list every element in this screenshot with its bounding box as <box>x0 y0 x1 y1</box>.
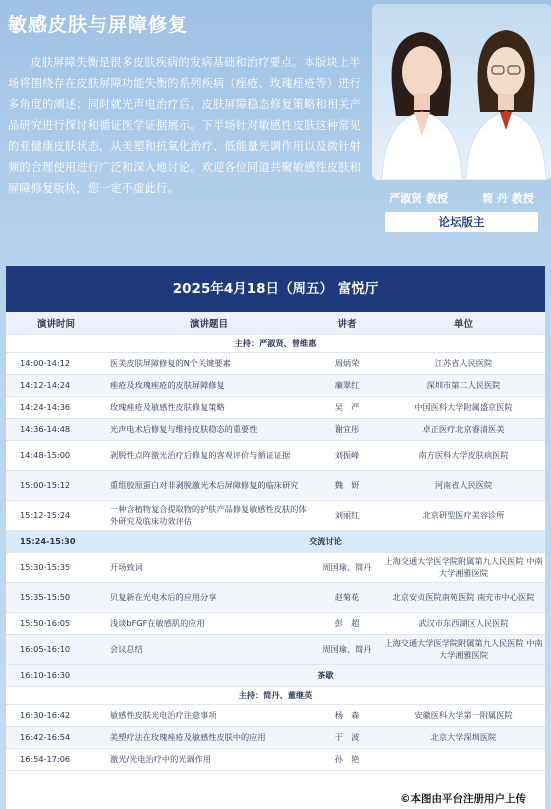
row-topic: 浅谈bFGF在敏感肌的应用 <box>106 612 312 634</box>
row-time: 14:48-15:00 <box>6 440 106 470</box>
agenda-table <box>6 312 545 771</box>
host-portrait-1 <box>378 16 466 180</box>
discussion-row <box>6 530 545 552</box>
row-topic: 痤疮及玫瑰痤疮的皮肤屏障修复 <box>106 374 312 396</box>
row-topic: 医美皮肤屏障修复的N个关键要素 <box>106 352 312 374</box>
table-row <box>6 396 545 418</box>
row-time: 16:30-16:42 <box>6 704 106 726</box>
row-speaker: 彭 超 <box>312 612 382 634</box>
row-speaker: 于 波 <box>312 726 382 748</box>
schedule-table <box>6 266 545 809</box>
row-speaker: 刘丽红 <box>312 500 382 530</box>
table-row <box>6 552 545 582</box>
row-speaker: 周炳荣 <box>312 352 382 374</box>
table-row <box>6 470 545 500</box>
col-header-unit: 单位 <box>382 312 545 334</box>
agenda-body <box>6 334 545 770</box>
row-unit: 北京研型医疗美容诊所 <box>382 500 545 530</box>
row-unit: 南方医科大学皮肤病医院 <box>382 440 545 470</box>
table-row <box>6 582 545 612</box>
row-time: 15:12-15:24 <box>6 500 106 530</box>
row-time: 16:54-17:06 <box>6 748 106 770</box>
row-topic: 剥脱性点阵激光治疗后修复的客观评价与循证证据 <box>106 440 312 470</box>
row-time: 14:24-14:36 <box>6 396 106 418</box>
row-time: 15:50-16:05 <box>6 612 106 634</box>
row-time: 16:05-16:10 <box>6 634 106 664</box>
break-row <box>6 664 545 686</box>
row-topic: 敏感性皮肤光电治疗注意事项 <box>106 704 312 726</box>
row-time: 15:00-15:12 <box>6 470 106 500</box>
col-header-topic: 演讲题目 <box>106 312 312 334</box>
intro-paragraph: 皮肤屏障失衡是很多皮肤疾病的发病基础和治疗要点。本版块上半场将围绕存在皮肤屏障功能失衡的系列疾病（痤疮、玫瑰痤疮等）进行多角度的阐述；同时就光声电治疗后，皮肤屏障稳态修复策略和相关产品研究进行探讨和循证医学证据展示。下半场针对敏感性皮肤这种常见的亚健康皮肤状态，从美塑和抗氧化治疗、低能量光调作用以及微针射频的合理使用进行广泛和深入地讨论。欢迎各位同道共聚敏感性皮肤和屏障修复版块，您一定不虚此行。 <box>8 56 362 195</box>
table-row <box>6 704 545 726</box>
row-speaker: 刘振峰 <box>312 440 382 470</box>
row-topic: 开场致词 <box>106 552 312 582</box>
row-label: 茶歇 <box>106 664 545 686</box>
date-venue-bar: 2025年4月18日（周五） 富悦厅 <box>6 266 545 312</box>
row-time: 14:36-14:48 <box>6 418 106 440</box>
row-topic: 光声电术后修复与维持皮肤稳态的重要性 <box>106 418 312 440</box>
table-row <box>6 500 545 530</box>
row-unit: 深圳市第二人民医院 <box>382 374 545 396</box>
row-speaker: 廉翠红 <box>312 374 382 396</box>
row-speaker: 魏 妍 <box>312 470 382 500</box>
col-header-time: 演讲时间 <box>6 312 106 334</box>
host-photo-panel <box>372 0 551 236</box>
chair-row <box>6 686 545 704</box>
row-unit: 北京安贞医院南苑医院 南充市中心医院 <box>382 582 545 612</box>
row-speaker: 谢宜彤 <box>312 418 382 440</box>
host-name-1: 严淑贤 教授 <box>389 192 448 205</box>
row-topic: 贝复新在光电术后的应用分享 <box>106 582 312 612</box>
row-speaker: 孙 艳 <box>312 748 382 770</box>
col-header-speaker: 讲者 <box>312 312 382 334</box>
row-unit: 武汉市东西湖区人民医院 <box>382 612 545 634</box>
row-unit <box>382 748 545 770</box>
row-label: 交流讨论 <box>106 530 545 552</box>
row-unit: 中国医科大学附属盛京医院 <box>382 396 545 418</box>
chair-row <box>6 334 545 352</box>
row-topic: 会议总结 <box>106 634 312 664</box>
row-topic: 重组胶原蛋白对非剥脱激光术后屏障修复的临床研究 <box>106 470 312 500</box>
chair-text: 主持：简丹、董继英 <box>6 686 545 704</box>
row-time: 14:12-14:24 <box>6 374 106 396</box>
table-row <box>6 418 545 440</box>
row-speaker: 吴 严 <box>312 396 382 418</box>
host-name-2: 简 丹 教授 <box>482 192 534 205</box>
table-row <box>6 634 545 664</box>
row-speaker: 周国瑜、简丹 <box>312 552 382 582</box>
watermark: ©本图由平台注册用户上传 <box>400 793 526 805</box>
table-row <box>6 748 545 770</box>
row-time: 15:30-15:35 <box>6 552 106 582</box>
row-speaker: 周国瑜、简丹 <box>312 634 382 664</box>
host-portrait-2 <box>462 16 550 180</box>
row-unit: 北京大学深圳医院 <box>382 726 545 748</box>
chair-text: 主持：严淑贤、曾维惠 <box>6 334 545 352</box>
row-topic: 美塑疗法在玫瑰痤疮及敏感性皮肤中的应用 <box>106 726 312 748</box>
table-row <box>6 612 545 634</box>
row-unit: 江苏省人民医院 <box>382 352 545 374</box>
table-row <box>6 352 545 374</box>
row-unit: 上海交通大学医学院附属第九人民医院 中南大学湘雅医院 <box>382 634 545 664</box>
row-time: 15:35-15:50 <box>6 582 106 612</box>
row-time: 16:10-16:30 <box>6 664 106 686</box>
row-speaker: 杨 森 <box>312 704 382 726</box>
table-row <box>6 726 545 748</box>
host-badge: 论坛版主 <box>385 212 538 232</box>
row-topic: 一种含植物复合提取物的护肤产品修复敏感性皮肤的体外研究及临床功效评估 <box>106 500 312 530</box>
row-topic: 玫瑰痤疮及敏感性皮肤修复策略 <box>106 396 312 418</box>
row-unit: 上海交通大学医学院附属第九人民医院 中南大学湘雅医院 <box>382 552 545 582</box>
row-unit: 卓正医疗北京睿清医美 <box>382 418 545 440</box>
table-row <box>6 440 545 470</box>
row-time: 14:00-14:12 <box>6 352 106 374</box>
table-header-row <box>6 312 545 334</box>
row-time: 15:24-15:30 <box>6 530 106 552</box>
row-unit: 安徽医科大学第一附属医院 <box>382 704 545 726</box>
host-names <box>372 188 551 208</box>
table-row <box>6 374 545 396</box>
row-time: 16:42-16:54 <box>6 726 106 748</box>
row-topic: 激光/光电治疗中的光调作用 <box>106 748 312 770</box>
page-title: 敏感皮肤与屏障修复 <box>8 14 189 36</box>
row-speaker: 赵菊花 <box>312 582 382 612</box>
row-unit: 河南省人民医院 <box>382 470 545 500</box>
